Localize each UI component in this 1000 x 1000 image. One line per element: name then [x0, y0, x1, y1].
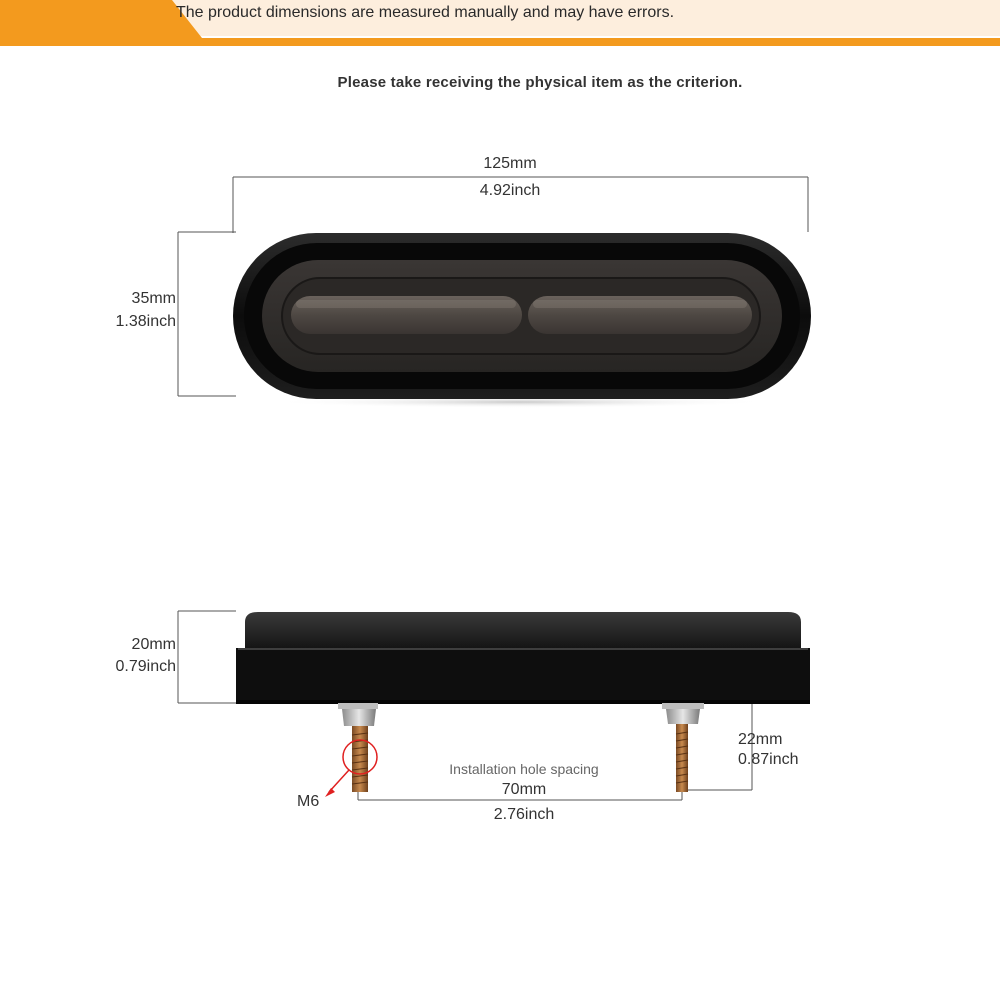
bolt-length-mm-label: 22mm [738, 731, 783, 748]
banner-text: The product dimensions are measured manually and may have errors. [176, 4, 675, 21]
hole-spacing-mm-label: 70mm [501, 781, 547, 798]
depth-inch-label: 0.79inch [115, 658, 176, 675]
notice-text: Please take receiving the physical item as the criterion. [337, 74, 743, 91]
lamp-side-view [236, 612, 810, 704]
height-mm-label: 35mm [131, 290, 176, 307]
bolt-length-inch-label: 0.87inch [738, 751, 799, 768]
hole-spacing-inch-label: 2.76inch [493, 806, 555, 823]
height-inch-label: 1.38inch [115, 313, 176, 330]
width-mm-label: 125mm [483, 155, 537, 172]
lamp-front-view [233, 233, 811, 408]
depth-dimension-line [178, 611, 236, 703]
thread-size-label: M6 [297, 793, 320, 810]
depth-mm-label: 20mm [131, 636, 176, 653]
right-bolt [662, 703, 704, 792]
height-dimension-line [178, 232, 236, 396]
hole-spacing-caption: Installation hole spacing [449, 761, 599, 777]
thread-callout [325, 740, 377, 797]
left-bolt [338, 703, 378, 792]
width-inch-label: 4.92inch [479, 182, 541, 199]
